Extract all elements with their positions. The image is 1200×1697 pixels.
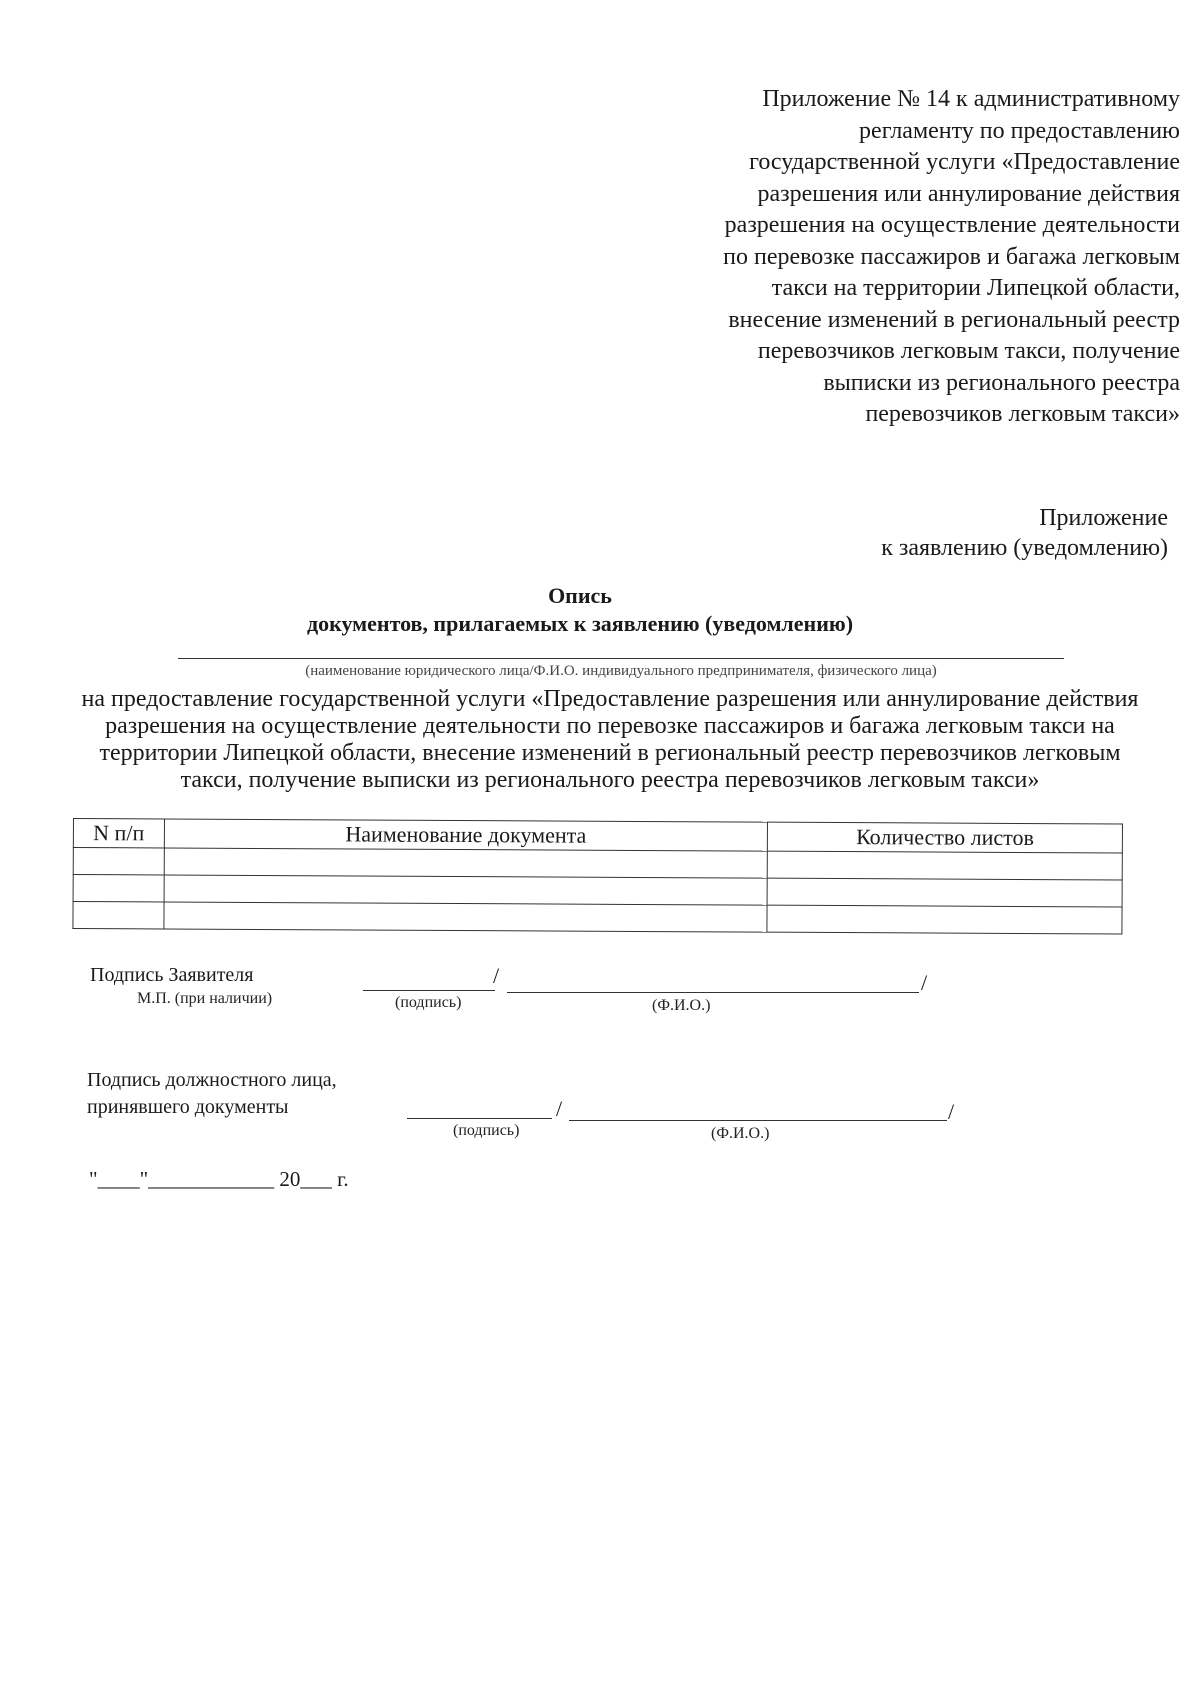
official-signature-line <box>407 1118 552 1119</box>
header-line: выписки из регионального реестра <box>823 369 1180 396</box>
header-line: разрешения или аннулирование действия <box>757 180 1180 207</box>
appendix-header <box>640 84 1180 431</box>
documents-table <box>72 818 1123 934</box>
table-cell <box>767 905 1122 934</box>
official-signature-label: принявшего документы <box>87 1096 289 1118</box>
header-line: государственной услуги «Предоставление <box>749 149 1180 175</box>
header-line: перевозчиков легковым такси, получение <box>757 338 1180 364</box>
table-cell <box>164 875 768 905</box>
header-line: перевозчиков легковым такси» <box>865 401 1180 427</box>
full-name-caption: (Ф.И.О.) <box>711 1125 770 1142</box>
attachment-note <box>760 503 1168 563</box>
header-line: регламенту по предоставлению <box>859 117 1180 144</box>
header-line: такси на территории Липецкой области, <box>771 275 1180 301</box>
applicant-name-caption: (наименование юридического лица/Ф.И.О. индивидуального предпринимателя, физического лица) <box>305 663 937 679</box>
separator-slash: / <box>556 1096 563 1121</box>
table-cell <box>164 902 768 932</box>
full-name-caption: (Ф.И.О.) <box>652 997 711 1014</box>
column-header-sheet-count: Количество листов <box>768 822 1123 853</box>
column-header-document-name: Наименование документа <box>164 819 768 851</box>
applicant-name-field-line <box>178 658 1064 659</box>
official-signature-label: Подпись должностного лица, <box>87 1069 337 1091</box>
attachment-line: к заявлению (уведомлению) <box>881 535 1168 561</box>
applicant-signature-label: Подпись Заявителя <box>90 964 254 986</box>
service-line: такси, получение выписки из регионального реестра перевозчиков легковым такси» <box>180 767 1040 793</box>
header-line: разрешения на осуществление деятельности <box>724 212 1180 238</box>
table-cell <box>767 878 1122 907</box>
table-cell <box>73 902 164 929</box>
applicant-name-line <box>507 992 919 993</box>
title-line: документов, прилагаемых к заявлению (уведомлению) <box>306 611 854 636</box>
table-cell <box>164 848 768 878</box>
signature-caption: (подпись) <box>395 994 462 1011</box>
title-line: Опись <box>548 583 612 608</box>
service-description <box>60 686 1160 794</box>
header-line: внесение изменений в региональный реестр <box>728 306 1180 333</box>
applicant-signature-line <box>363 990 495 991</box>
separator-slash: / <box>921 970 928 995</box>
separator-slash: / <box>948 1099 955 1124</box>
separator-slash: / <box>493 963 500 988</box>
header-line: Приложение № 14 к административному <box>762 86 1180 112</box>
table-cell <box>767 851 1122 880</box>
header-line: по перевозке пассажиров и багажа легковым <box>723 243 1180 270</box>
official-name-line <box>569 1120 947 1121</box>
stamp-note: М.П. (при наличии) <box>137 990 273 1007</box>
date-field: "____"____________ 20___ г. <box>89 1167 349 1191</box>
signature-caption: (подпись) <box>453 1122 520 1139</box>
table-cell <box>73 848 164 875</box>
attachment-line: Приложение <box>1039 505 1168 531</box>
table-row <box>73 902 1122 934</box>
service-line: разрешения на осуществление деятельности по перевозке пассажиров и багажа легковым такси на <box>105 713 1115 739</box>
document-title <box>150 582 1010 638</box>
service-line: территории Липецкой области, внесение изменений в региональный реестр перевозчиков легковым <box>99 740 1121 766</box>
table-cell <box>73 875 164 902</box>
service-line: на предоставление государственной услуги «Предоставление разрешения или аннулирование действия <box>81 686 1139 712</box>
column-header-number: N п/п <box>73 819 164 848</box>
